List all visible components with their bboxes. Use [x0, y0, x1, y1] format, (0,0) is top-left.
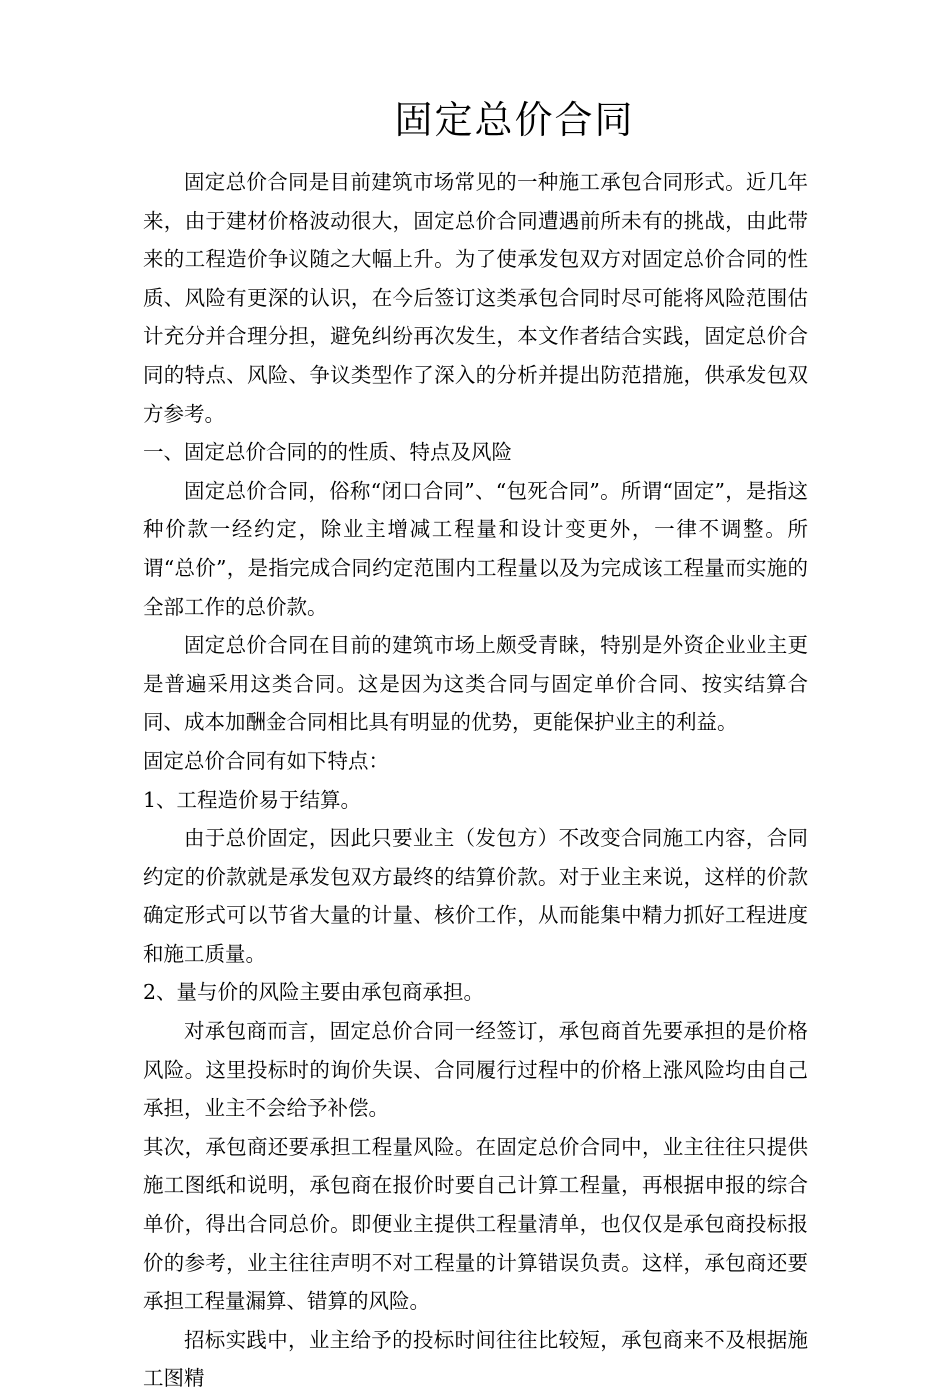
feature-1-heading: 1、工程造价易于结算。 — [143, 787, 362, 812]
paragraph-feature-1: 由于总价固定，因此只要业主（发包方）不改变合同施工内容，合同约定的价款就是承发包双方最终的结算价款。对于业主来说，这样的价款确定形式可以节省大量的计量、核价工作，从而能集中精力抓好工程进度和施工质量。 — [143, 826, 808, 966]
feature-2-heading: 2、量与价的风险主要由承包商承担。 — [143, 980, 485, 1005]
document-body — [143, 163, 808, 1398]
paragraph-definition: 固定总价合同，俗称“闭口合同”、“包死合同”。所谓“固定”，是指这种价款一经约定，除业主增减工程量和设计变更外，一律不调整。所谓“总价”，是指完成合同约定范围内工程量以及为完成该工程量而实施的全部工作的总价款。 — [143, 478, 808, 619]
paragraph-quantity-risk: 其次，承包商还要承担工程量风险。在固定总价合同中，业主往往只提供施工图纸和说明，承包商在报价时要自己计算工程量，再根据申报的综合单价，得出合同总价。即便业主提供工程量清单，也仅仅是承包商投标报价的参考，业主往往声明不对工程量的计算错误负责。这样，承包商还要承担工程量漏算、错算的风险。 — [143, 1134, 808, 1314]
paragraph-price-risk: 对承包商而言，固定总价合同一经签订，承包商首先要承担的是价格风险。这里投标时的询价失误、合同履行过程中的价格上涨风险均由自己承担，业主不会给予补偿。 — [143, 1019, 808, 1121]
paragraph-popularity: 固定总价合同在目前的建筑市场上颇受青睐，特别是外资企业业主更是普遍采用这类合同。这是因为这类合同与固定单价合同、按实结算合同、成本加酬金合同相比具有明显的优势，更能保护业主的利益。 — [143, 633, 808, 735]
document-title: 固定总价合同 — [394, 98, 635, 142]
paragraph-bidding-practice: 招标实践中，业主给予的投标时间往往比较短，承包商来不及根据施工图精 — [143, 1327, 808, 1391]
features-heading: 固定总价合同有如下特点： — [143, 748, 389, 773]
paragraph-intro: 固定总价合同是目前建筑市场常见的一种施工承包合同形式。近几年来，由于建材价格波动很大，固定总价合同遭遇前所未有的挑战，由此带来的工程造价争议随之大幅上升。为了使承发包双方对固定总价合同的性质、风险有更深的认识，在今后签订这类承包合同时尽可能将风险范围估计充分并合理分担，避免纠纷再次发生，本文作者结合实践，固定总价合同的特点、风险、争议类型作了深入的分析并提出防范措施，供承发包双方参考。 — [143, 170, 808, 426]
section-heading-1: 一、固定总价合同的的性质、特点及风险 — [143, 440, 512, 465]
